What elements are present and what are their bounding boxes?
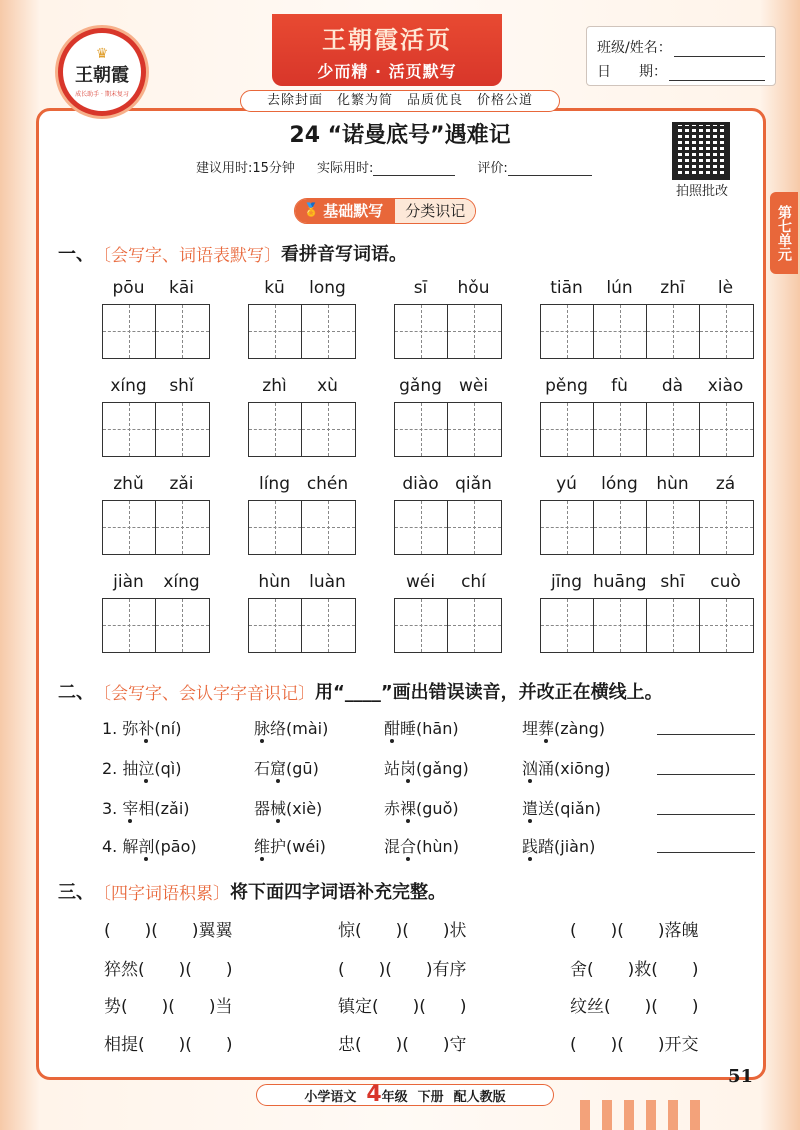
writing-cell[interactable]: [156, 501, 209, 554]
item-text-suffix: (xiè): [286, 799, 323, 818]
dotted-character: 遣: [522, 799, 539, 818]
pinyin-row: [248, 572, 356, 594]
item-text-suffix: 踏(jiàn): [538, 837, 596, 856]
pinyin-syllable: wèi: [458, 376, 489, 396]
writing-boxes: [540, 402, 754, 457]
pinyin-row: [540, 474, 754, 496]
writing-cell[interactable]: [302, 305, 355, 358]
writing-boxes: [102, 304, 210, 359]
pinyin-syllable: dà: [661, 376, 684, 396]
pinyin-syllable: yú: [556, 474, 577, 494]
writing-cell[interactable]: [448, 501, 501, 554]
item-text-prefix: 3.: [102, 799, 123, 818]
idiom-item[interactable]: ( )( )落魄: [570, 921, 699, 941]
pinyin-row: [540, 572, 754, 594]
crown-icon: ♛: [95, 45, 109, 62]
footer-grade-number: 4: [366, 1081, 382, 1107]
time-row: [196, 157, 592, 176]
item-text-prefix: 混: [384, 837, 401, 856]
writing-cell[interactable]: [103, 501, 156, 554]
item-text-prefix: 4. 解: [102, 837, 139, 856]
pinyin-group: [394, 474, 502, 555]
writing-boxes: [394, 500, 502, 555]
pronunciation-item: [102, 796, 190, 819]
pinyin-syllable: zhī: [660, 278, 685, 298]
q3-number: 三、: [58, 882, 94, 903]
pronunciation-item: [254, 716, 328, 739]
publisher-logo: [58, 28, 146, 116]
writing-cell[interactable]: [302, 403, 355, 456]
q2-title: [58, 678, 663, 704]
pinyin-syllable: jīng: [550, 572, 582, 592]
pinyin-syllable: xiào: [707, 376, 744, 396]
item-text-suffix: (gū): [286, 759, 319, 778]
pinyin-syllable: lún: [606, 278, 633, 298]
pinyin-syllable: huāng: [593, 572, 647, 592]
writing-cell[interactable]: [103, 599, 156, 652]
pinyin-group: [394, 572, 502, 653]
footer-term: 下册: [417, 1089, 444, 1105]
q2-number: 二、: [58, 682, 94, 703]
writing-boxes: [540, 304, 754, 359]
writing-cell[interactable]: [541, 501, 594, 554]
pinyin-row: [102, 278, 210, 300]
footer-strip: [256, 1081, 554, 1107]
idiom-item[interactable]: 猝然( )( ): [104, 960, 233, 980]
idiom-item[interactable]: ( )( )开交: [570, 1035, 699, 1055]
item-text-suffix: 相(zǎi): [138, 799, 190, 818]
pinyin-row: [394, 572, 502, 594]
pronunciation-item: [254, 796, 322, 819]
pinyin-syllable: zhǔ: [113, 474, 144, 494]
writing-cell[interactable]: [156, 599, 209, 652]
pinyin-row: [248, 376, 356, 398]
item-text-prefix: 石: [254, 759, 271, 778]
dotted-character: 宰: [122, 799, 139, 818]
idiom-item[interactable]: 忠( )( )守: [338, 1035, 467, 1055]
pinyin-syllable: tiān: [550, 278, 583, 298]
page-number: 51: [728, 1066, 754, 1087]
footer-subject: 小学语文: [304, 1089, 357, 1105]
writing-cell[interactable]: [541, 305, 594, 358]
pinyin-syllable: qiǎn: [455, 474, 492, 494]
writing-cell[interactable]: [448, 305, 501, 358]
writing-boxes: [248, 598, 356, 653]
pinyin-syllable: lè: [717, 278, 734, 298]
pronunciation-item: [522, 796, 601, 819]
pinyin-group: [248, 376, 356, 457]
pinyin-syllable: fù: [611, 376, 628, 396]
writing-cell[interactable]: [541, 599, 594, 652]
writing-cell[interactable]: [700, 599, 753, 652]
writing-cell[interactable]: [594, 403, 647, 456]
section-subtitle: 分类识记: [395, 199, 475, 223]
pinyin-group: [540, 376, 754, 457]
pronunciation-item: [102, 716, 181, 739]
suggested-time: 建议用时:15分钟: [196, 161, 295, 176]
pinyin-syllable: chí: [461, 572, 486, 592]
item-text-prefix: 器: [254, 799, 271, 818]
writing-cell[interactable]: [594, 305, 647, 358]
dotted-character: 械: [270, 799, 287, 818]
idiom-item[interactable]: 舍( )救( ): [570, 960, 699, 980]
writing-cell[interactable]: [249, 403, 302, 456]
class-name-field[interactable]: [674, 43, 765, 57]
brand-banner: [272, 14, 502, 86]
pinyin-syllable: zǎi: [169, 474, 194, 494]
answer-line[interactable]: [657, 734, 755, 735]
pronunciation-item: [384, 834, 459, 857]
item-text-prefix: 赤: [384, 799, 401, 818]
item-text-prefix: 1. 弥: [102, 719, 139, 738]
pinyin-row: [394, 376, 502, 398]
pronunciation-item: [522, 834, 595, 857]
pinyin-syllable: jiàn: [113, 572, 144, 592]
idiom-item[interactable]: 镇定( )( ): [338, 997, 467, 1017]
pinyin-group: [248, 278, 356, 359]
pinyin-syllable: shī: [660, 572, 685, 592]
q3-tag: 〔四字词语积累〕: [94, 883, 230, 904]
writing-boxes: [248, 304, 356, 359]
dotted-character: 裸: [400, 799, 417, 818]
idiom-item[interactable]: ( )( )翼翼: [104, 921, 233, 941]
date-label: 日 期：: [597, 64, 667, 80]
dotted-character: 汹: [522, 759, 539, 778]
pinyin-row: [394, 278, 502, 300]
writing-cell[interactable]: [448, 599, 501, 652]
class-name-row: [597, 33, 765, 57]
writing-cell[interactable]: [249, 599, 302, 652]
pinyin-row: [540, 376, 754, 398]
q2-tag: 〔会写字、会认字字音识记〕: [94, 683, 315, 704]
pronunciation-item: [102, 756, 181, 779]
pronunciation-item: [522, 756, 611, 779]
item-text-suffix: 络(mài): [270, 719, 329, 738]
pinyin-syllable: hǒu: [457, 278, 490, 298]
writing-cell[interactable]: [395, 403, 448, 456]
section-badge: [294, 198, 476, 224]
writing-cell[interactable]: [541, 403, 594, 456]
pinyin-group: [248, 474, 356, 555]
q1-number: 一、: [58, 244, 94, 265]
dotted-character: 脉: [254, 719, 271, 738]
logo-text: 王朝霞: [75, 64, 129, 86]
idiom-row: [104, 992, 754, 1020]
idiom-row: [104, 916, 754, 944]
pinyin-group: [102, 474, 210, 555]
pinyin-group: [102, 376, 210, 457]
idiom-item[interactable]: 纹丝( )( ): [570, 997, 699, 1017]
pinyin-syllable: chén: [306, 474, 349, 494]
pinyin-syllable: xíng: [163, 572, 200, 592]
pinyin-syllable: zá: [715, 474, 736, 494]
writing-cell[interactable]: [647, 305, 700, 358]
pinyin-row: [102, 572, 210, 594]
item-text-suffix: (guǒ): [416, 799, 459, 818]
date-field[interactable]: [669, 67, 765, 81]
pronunciation-row: [102, 796, 757, 824]
writing-boxes: [102, 500, 210, 555]
dotted-character: 岗: [400, 759, 417, 778]
dotted-character: 剖: [138, 837, 155, 856]
rating-label: 评价:: [477, 161, 508, 176]
pinyin-syllable: pěng: [545, 376, 588, 396]
writing-cell[interactable]: [249, 305, 302, 358]
footer-grade: 年级: [381, 1089, 408, 1105]
idiom-item[interactable]: 势( )( )当: [104, 997, 233, 1017]
pinyin-group: [394, 376, 502, 457]
dotted-character: 葬: [538, 719, 555, 738]
pinyin-syllable: lóng: [601, 474, 638, 494]
pinyin-row: [540, 278, 754, 300]
medal-icon: 🏅: [303, 203, 320, 218]
answer-line[interactable]: [657, 774, 755, 775]
dotted-character: 合: [400, 837, 417, 856]
writing-cell[interactable]: [700, 403, 753, 456]
writing-boxes: [540, 500, 754, 555]
writing-cell[interactable]: [395, 305, 448, 358]
logo-subtext: 成长助手 · 期末复习: [75, 90, 129, 98]
answer-line[interactable]: [657, 852, 755, 853]
pinyin-group: [540, 572, 754, 653]
dotted-character: 补: [138, 719, 155, 738]
writing-cell[interactable]: [594, 599, 647, 652]
class-name-label: 班级/姓名：: [597, 40, 672, 56]
pronunciation-item: [384, 716, 459, 739]
pinyin-syllable: shǐ: [169, 376, 194, 396]
unit-side-tab: 第七单元: [770, 192, 798, 274]
pronunciation-item: [254, 834, 326, 857]
qr-label: 拍照批改: [675, 184, 728, 199]
idiom-row: [104, 1030, 754, 1058]
section-badge-main: [295, 199, 395, 223]
item-text-suffix: 涌(xiōng): [538, 759, 611, 778]
item-text-suffix: 送(qiǎn): [538, 799, 602, 818]
writing-boxes: [540, 598, 754, 653]
section-badge-label: 基础默写: [323, 202, 384, 220]
pinyin-syllable: long: [309, 278, 346, 298]
pronunciation-item: [522, 716, 605, 739]
item-text-suffix: (pāo): [154, 837, 197, 856]
pronunciation-item: [254, 756, 319, 779]
q1-title: [58, 240, 407, 266]
pinyin-row: [248, 278, 356, 300]
writing-cell[interactable]: [156, 403, 209, 456]
idiom-item[interactable]: ( )( )有序: [338, 960, 467, 980]
writing-cell[interactable]: [302, 501, 355, 554]
pinyin-syllable: sī: [413, 278, 428, 298]
item-text-suffix: (gǎng): [416, 759, 469, 778]
rating-field[interactable]: [508, 164, 592, 176]
pinyin-syllable: xù: [317, 376, 338, 396]
writing-cell[interactable]: [700, 501, 753, 554]
idiom-item[interactable]: 惊( )( )状: [338, 921, 467, 941]
q1-tag: 〔会写字、词语表默写〕: [94, 245, 281, 266]
q2-instruction: 用“____”画出错误读音，并改正在横线上。: [315, 682, 663, 703]
pinyin-syllable: kū: [264, 278, 285, 298]
dotted-character: 践: [522, 837, 539, 856]
pinyin-syllable: cuò: [710, 572, 741, 592]
pinyin-row: [248, 474, 356, 496]
pinyin-syllable: xíng: [110, 376, 147, 396]
pronunciation-item: [384, 756, 469, 779]
writing-cell[interactable]: [395, 501, 448, 554]
writing-boxes: [394, 598, 502, 653]
pinyin-syllable: hùn: [656, 474, 689, 494]
writing-cell[interactable]: [647, 501, 700, 554]
writing-cell[interactable]: [700, 305, 753, 358]
item-text-suffix: (qì): [154, 759, 182, 778]
item-text-suffix: 护(wéi): [270, 837, 326, 856]
pinyin-syllable: kāi: [169, 278, 194, 298]
pinyin-group: [102, 572, 210, 653]
brand-slogan: 少而精 · 活页默写: [317, 62, 457, 81]
pinyin-row: [102, 474, 210, 496]
footer-edition: 配人教版: [453, 1089, 506, 1105]
pinyin-group: [540, 278, 754, 359]
q1-instruction: 看拼音写词语。: [281, 244, 407, 265]
q3-title: [58, 878, 446, 904]
student-info-box: [586, 26, 776, 86]
pinyin-group: [394, 278, 502, 359]
writing-cell[interactable]: [302, 599, 355, 652]
item-text-prefix: 2. 抽: [102, 759, 139, 778]
brand-name: 王朝霞活页: [322, 25, 452, 54]
pinyin-syllable: zhì: [262, 376, 287, 396]
writing-boxes: [102, 598, 210, 653]
pinyin-group: [540, 474, 754, 555]
pronunciation-row: [102, 756, 757, 784]
writing-boxes: [248, 500, 356, 555]
writing-cell[interactable]: [103, 305, 156, 358]
pinyin-syllable: luàn: [309, 572, 346, 592]
pinyin-group: [248, 572, 356, 653]
q3-instruction: 将下面四字词语补充完整。: [230, 882, 446, 903]
writing-cell[interactable]: [395, 599, 448, 652]
pronunciation-item: [102, 834, 197, 857]
writing-cell[interactable]: [156, 305, 209, 358]
pinyin-syllable: líng: [258, 474, 290, 494]
dotted-character: 窟: [270, 759, 287, 778]
item-text-suffix: (hùn): [416, 837, 459, 856]
actual-time-label: 实际用时:: [316, 161, 374, 176]
writing-cell[interactable]: [594, 501, 647, 554]
item-text-prefix: 埋: [522, 719, 539, 738]
writing-cell[interactable]: [249, 501, 302, 554]
pinyin-syllable: gǎng: [399, 376, 442, 396]
item-text-suffix: (zàng): [554, 719, 606, 738]
item-text-suffix: (ní): [154, 719, 182, 738]
dotted-character: 维: [254, 837, 271, 856]
dotted-character: 泣: [138, 759, 155, 778]
lesson-title: 24 “诺曼底号”遇难记: [289, 123, 511, 148]
writing-cell[interactable]: [103, 403, 156, 456]
date-row: [597, 57, 765, 81]
answer-line[interactable]: [657, 814, 755, 815]
motto-strip: 去除封面 化繁为简 品质优良 价格公道: [240, 90, 560, 112]
qr-code-icon[interactable]: [672, 122, 730, 180]
pronunciation-row: [102, 716, 757, 744]
item-text-prefix: 站: [384, 759, 401, 778]
pinyin-syllable: diào: [402, 474, 439, 494]
actual-time-field[interactable]: [373, 164, 455, 176]
pinyin-syllable: wéi: [405, 572, 436, 592]
writing-boxes: [394, 304, 502, 359]
decorative-bars: [580, 1100, 700, 1130]
pinyin-row: [102, 376, 210, 398]
writing-cell[interactable]: [647, 403, 700, 456]
pronunciation-item: [384, 796, 459, 819]
writing-cell[interactable]: [448, 403, 501, 456]
idiom-row: [104, 955, 754, 983]
writing-cell[interactable]: [647, 599, 700, 652]
pinyin-row: [394, 474, 502, 496]
pronunciation-row: [102, 834, 757, 862]
pinyin-group: [102, 278, 210, 359]
pinyin-syllable: pōu: [112, 278, 145, 298]
dotted-character: 酣: [384, 719, 401, 738]
item-text-suffix: 睡(hān): [400, 719, 459, 738]
idiom-item[interactable]: 相提( )( ): [104, 1035, 233, 1055]
writing-boxes: [394, 402, 502, 457]
writing-boxes: [102, 402, 210, 457]
pinyin-syllable: hùn: [258, 572, 291, 592]
writing-boxes: [248, 402, 356, 457]
